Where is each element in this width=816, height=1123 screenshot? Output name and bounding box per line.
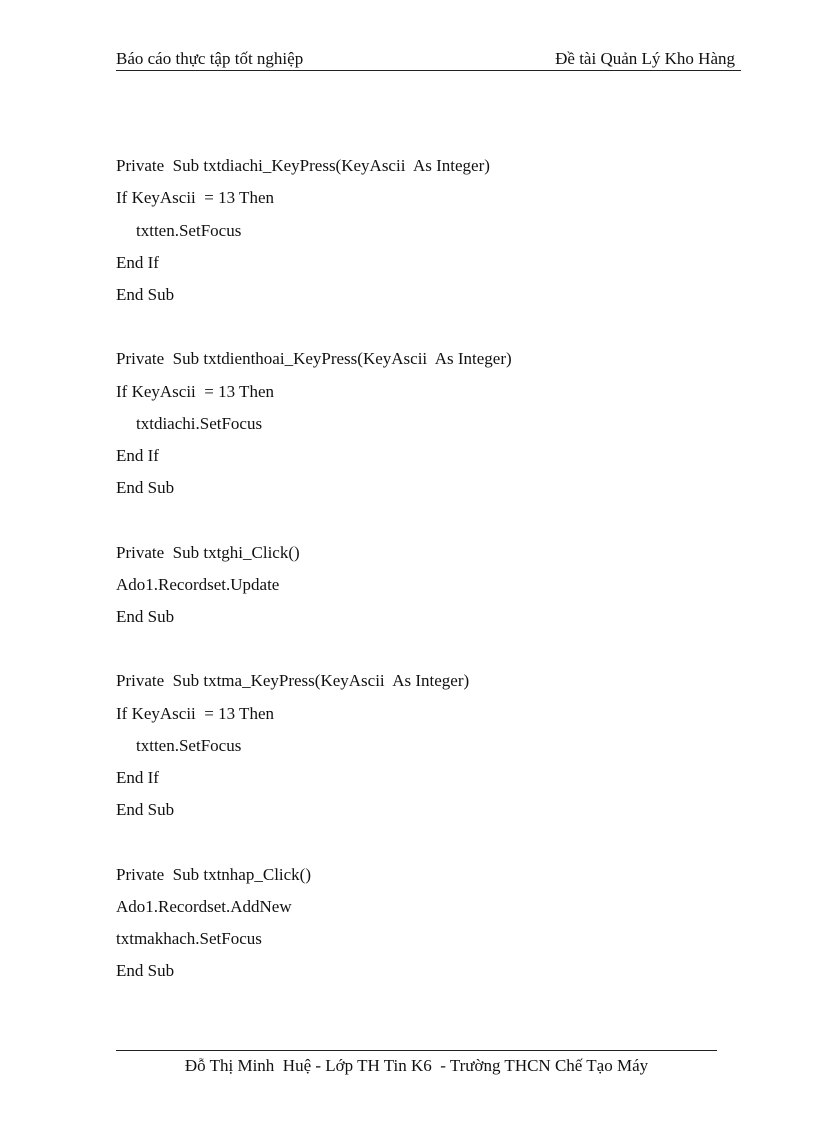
- code-line: txtten.SetFocus: [136, 220, 242, 240]
- blank-line: [116, 508, 736, 540]
- project-title: Đề tài Quản Lý Kho Hàng: [555, 49, 735, 68]
- code-line: If KeyAscii = 13 Then: [116, 381, 274, 401]
- code-line: If KeyAscii = 13 Then: [116, 188, 274, 208]
- code-line: Private Sub txtdiachi_KeyPress(KeyAscii As Integer): [116, 156, 490, 175]
- code-line: End If: [116, 252, 159, 272]
- code-line: End Sub: [116, 478, 175, 498]
- footer-divider: [116, 1050, 717, 1051]
- code-line: Private Sub txtdienthoai_KeyPress(KeyAscii As Integer): [116, 349, 512, 369]
- code-line: Ado1.Recordset.AddNew: [116, 896, 292, 916]
- report-title: Báo cáo thực tập tốt nghiệp: [116, 49, 304, 68]
- code-line: End Sub: [116, 800, 175, 820]
- code-line: If KeyAscii = 13 Then: [116, 703, 274, 723]
- code-line: End Sub: [116, 607, 175, 627]
- code-line: End Sub: [116, 285, 175, 305]
- blank-line: [116, 830, 736, 862]
- code-line: End If: [116, 446, 159, 466]
- code-line: Private Sub txtghi_Click(): [116, 542, 300, 562]
- code-line: End Sub: [116, 961, 175, 981]
- code-listing: [116, 153, 736, 991]
- code-line: txtdiachi.SetFocus: [136, 413, 263, 433]
- blank-line: [116, 314, 736, 346]
- code-line: End If: [116, 768, 159, 788]
- page-header: [116, 48, 741, 71]
- code-line: Private Sub txtma_KeyPress(KeyAscii As Integer): [116, 671, 470, 691]
- code-line: txtmakhach.SetFocus: [116, 929, 262, 949]
- blank-line: [116, 636, 736, 668]
- code-line: Private Sub txtnhap_Click(): [116, 864, 312, 884]
- code-line: txtten.SetFocus: [136, 735, 242, 755]
- page-footer: Đỗ Thị Minh Huệ - Lớp TH Tin K6 - Trường THCN Chế Tạo Máy: [184, 1056, 649, 1075]
- code-line: Ado1.Recordset.Update: [116, 574, 280, 594]
